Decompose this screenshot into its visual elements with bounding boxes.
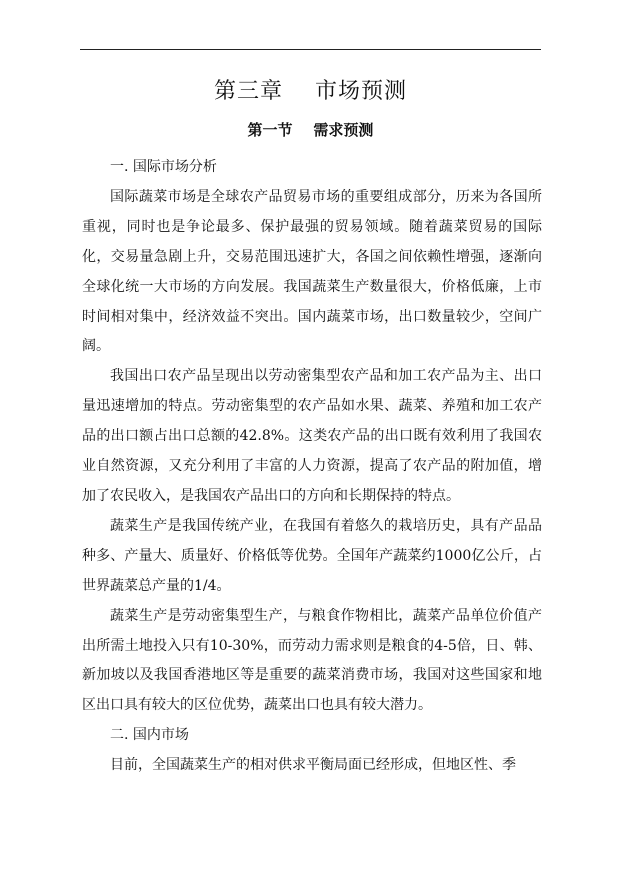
section-title: 第一节 需求预测 [247,121,374,139]
subsection-heading-domestic: 二. 国内市场 [110,727,189,744]
body-text [82,153,542,781]
subsection-heading-international: 一. 国际市场分析 [110,159,217,175]
paragraph: 国际蔬菜市场是全球农产品贸易市场的重要组成部分，历来为各国所重视，同时也是争论最多、保护最强的贸易领域。随着蔬菜贸易的国际化，交易量急剧上升，交易范围迅速扩大，各国之间依赖性增强，逐渐向全球化统一大市场的方向发展。我国蔬菜生产数量很大，价格低廉，上市时间相对集中，经济效益不突出。国内蔬菜市场，出口数量较少，空间广阔。 [82,188,542,355]
header-rule [80,49,541,50]
paragraph: 蔬菜生产是我国传统产业，在我国有着悠久的栽培历史，具有产品品种多、产量大、质量好、价格低等优势。全国年产蔬菜约1000亿公斤，占世界蔬菜总产量的1/4。 [82,517,542,594]
paragraph: 目前，全国蔬菜生产的相对供求平衡局面已经形成，但地区性、季 [110,757,516,774]
paragraph: 蔬菜生产是劳动密集型生产，与粮食作物相比，蔬菜产品单位价值产出所需土地投入只有10-30%，而劳动力需求则是粮食的4-5倍，日、韩、新加坡以及我国香港地区等是重要的蔬菜消费市场，我国对这些国家和地区出口具有较大的区位优势，蔬菜出口也具有较大潜力。 [82,607,542,714]
chapter-title: 第三章 市场预测 [214,79,407,104]
paragraph: 我国出口农产品呈现出以劳动密集型农产品和加工农产品为主、出口量迅速增加的特点。劳动密集型的农产品如水果、蔬菜、养殖和加工农产品的出口额占出口总额的42.8%。这类农产品的出口既有效利用了我国农业自然资源，又充分利用了丰富的人力资源，提高了农产品的附加值，增加了农民收入，是我国农产品出口的方向和长期保持的特点。 [82,368,542,504]
